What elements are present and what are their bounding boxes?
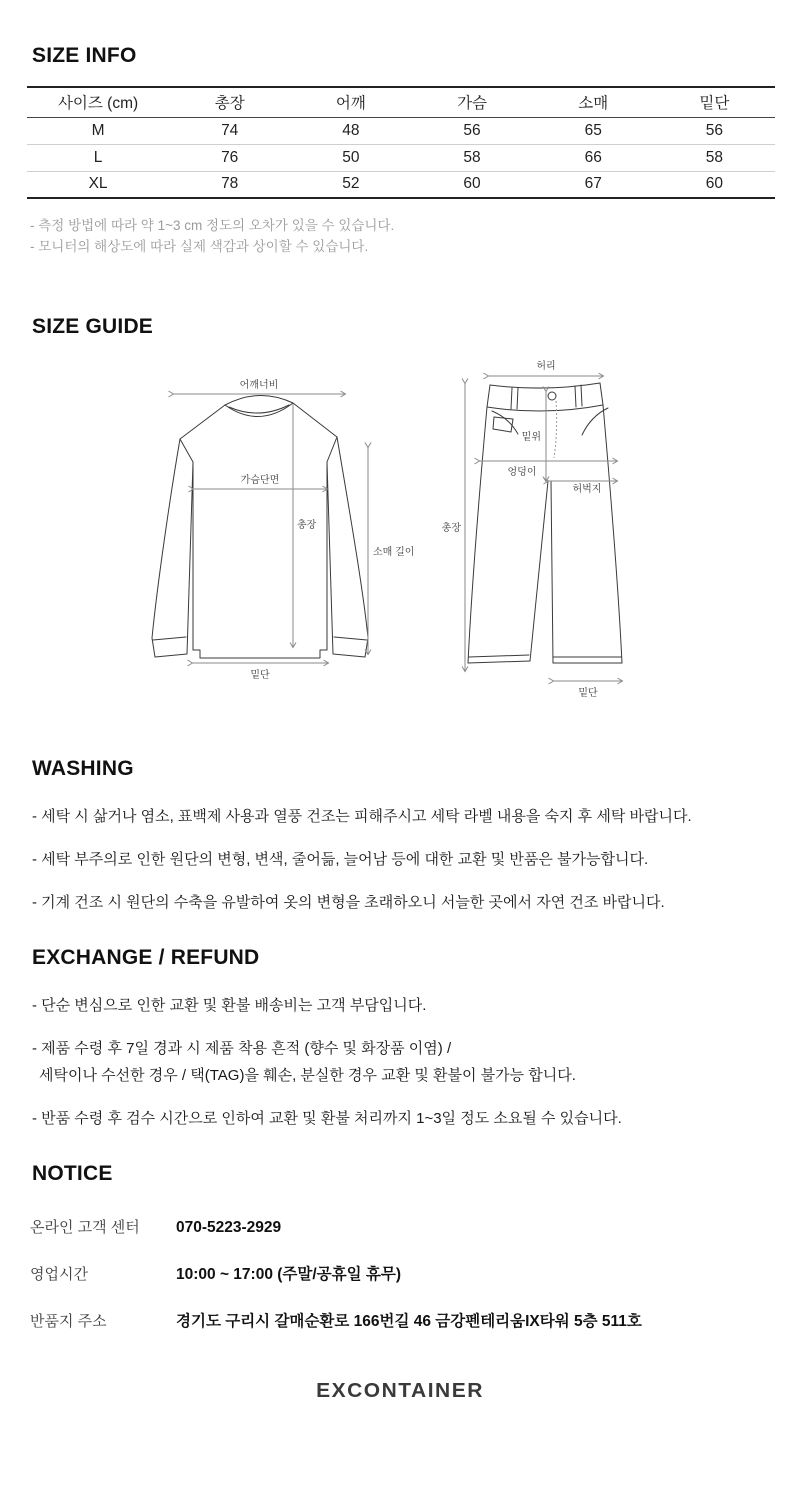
size-guide-diagrams (0, 355, 800, 707)
table-cell: 58 (411, 144, 532, 171)
section-notice (0, 1162, 800, 1331)
table-row-l (27, 144, 775, 171)
pants-diagram (430, 355, 700, 705)
exchange-item: - 제품 수령 후 7일 경과 시 제품 착용 흔적 (향수 및 화장품 이염) / (32, 1040, 452, 1057)
washing-title: WASHING (32, 757, 134, 780)
size-table-wrap (27, 86, 775, 199)
notice-row (30, 1216, 770, 1237)
brand-logo: EXCONTAINER (316, 1379, 484, 1402)
section-exchange-refund (0, 946, 800, 1129)
note-line: - 측정 방법에 따라 약 1~3 cm 정도의 오차가 있을 수 있습니다. (30, 218, 395, 233)
size-guide-title: SIZE GUIDE (32, 315, 154, 338)
table-header-cell: 소매 (533, 87, 654, 117)
notice-row-value: 070-5223-2929 (176, 1219, 282, 1236)
exchange-item-continuation: 세탁이나 수선한 경우 / 택(TAG)을 훼손, 분실한 경우 교환 및 환불이 불가능 합니다. (39, 1067, 576, 1084)
washing-item: - 세탁 부주의로 인한 원단의 변형, 변색, 줄어듦, 늘어남 등에 대한 교환 및 반품은 불가능합니다. (32, 851, 649, 868)
section-size-info (0, 44, 800, 257)
table-header-cell: 밑단 (654, 87, 775, 117)
size-info-notes (30, 215, 800, 257)
section-size-guide (0, 315, 800, 707)
pants-outline (468, 383, 622, 663)
table-cell: 48 (342, 121, 360, 139)
shirt-shoulder-label: 어깨너비 (239, 380, 279, 391)
table-cell: 66 (533, 144, 654, 171)
shirt-length-label: 총장 (297, 520, 317, 531)
pants-thigh-label: 허벅지 (572, 484, 602, 495)
exchange-item: - 단순 변심으로 인한 교환 및 환불 배송비는 고객 부담입니다. (32, 997, 427, 1014)
table-cell: XL (27, 171, 169, 198)
table-header-cell: 총장 (169, 87, 290, 117)
table-cell: 52 (290, 171, 411, 198)
table-header-cell: 어깨 (290, 87, 411, 117)
table-cell: 67 (533, 171, 654, 198)
notice-row (30, 1262, 770, 1284)
table-cell: 78 (169, 171, 290, 198)
pants-waist-label: 허리 (536, 361, 556, 372)
pants-hip-label: 엉덩이 (507, 467, 537, 478)
table-cell: 60 (411, 171, 532, 198)
pants-hem-label: 밑단 (578, 688, 598, 699)
washing-list (32, 807, 800, 913)
shirt-outline (152, 395, 368, 658)
table-cell: 50 (290, 144, 411, 171)
table-cell: 76 (169, 144, 290, 171)
table-cell: M (91, 121, 105, 139)
table-header-cell: 사이즈 (cm) (27, 87, 169, 117)
note-line: - 모니터의 해상도에 따라 실제 색감과 상이할 수 있습니다. (30, 239, 369, 254)
shirt-diagram (125, 357, 425, 702)
table-row-m (27, 117, 775, 144)
table-cell: 58 (654, 144, 775, 171)
notice-row (30, 1309, 770, 1331)
table-cell: 65 (584, 121, 602, 139)
notice-row-label: 반품지 주소 (30, 1313, 107, 1330)
notice-row-value: 10:00 ~ 17:00 (주말/공휴일 휴무) (176, 1266, 402, 1283)
shirt-hem-label: 밑단 (250, 670, 270, 681)
pants-length-label: 총장 (441, 523, 461, 534)
shirt-sleeve-label: 소매 길이 (373, 547, 415, 558)
table-cell: 56 (463, 121, 481, 139)
size-info-title: SIZE INFO (32, 44, 137, 67)
size-table-header-row (27, 87, 775, 117)
notice-rows (30, 1216, 770, 1331)
section-washing (0, 757, 800, 913)
table-row-xl (27, 171, 775, 198)
exchange-refund-list (32, 996, 800, 1129)
table-cell: 60 (654, 171, 775, 198)
washing-item: - 세탁 시 삶거나 염소, 표백제 사용과 열풍 건조는 피해주시고 세탁 라벨 내용을 숙지 후 세탁 바랍니다. (32, 808, 692, 825)
size-table (27, 86, 775, 199)
table-header-cell: 가슴 (411, 87, 532, 117)
washing-item: - 기계 건조 시 원단의 수축을 유발하여 옷의 변형을 초래하오니 서늘한 곳에서 자연 건조 바랍니다. (32, 894, 665, 911)
table-cell: 56 (705, 121, 724, 139)
exchange-refund-title: EXCHANGE / REFUND (32, 946, 260, 969)
notice-row-value: 경기도 구리시 갈매순환로 166번길 46 금강펜테리움IX타워 5층 511호 (176, 1313, 642, 1330)
shirt-chest-label: 가슴단면 (240, 475, 280, 486)
notice-row-label: 영업시간 (30, 1266, 88, 1283)
table-cell: L (27, 144, 169, 171)
notice-row-label: 온라인 고객 센터 (30, 1219, 140, 1236)
notice-title: NOTICE (32, 1162, 113, 1185)
table-cell: 74 (221, 121, 239, 139)
exchange-item: - 반품 수령 후 검수 시간으로 인하여 교환 및 환불 처리까지 1~3일 정도 소요될 수 있습니다. (32, 1110, 622, 1127)
pants-rise-label: 밑위 (521, 432, 541, 443)
